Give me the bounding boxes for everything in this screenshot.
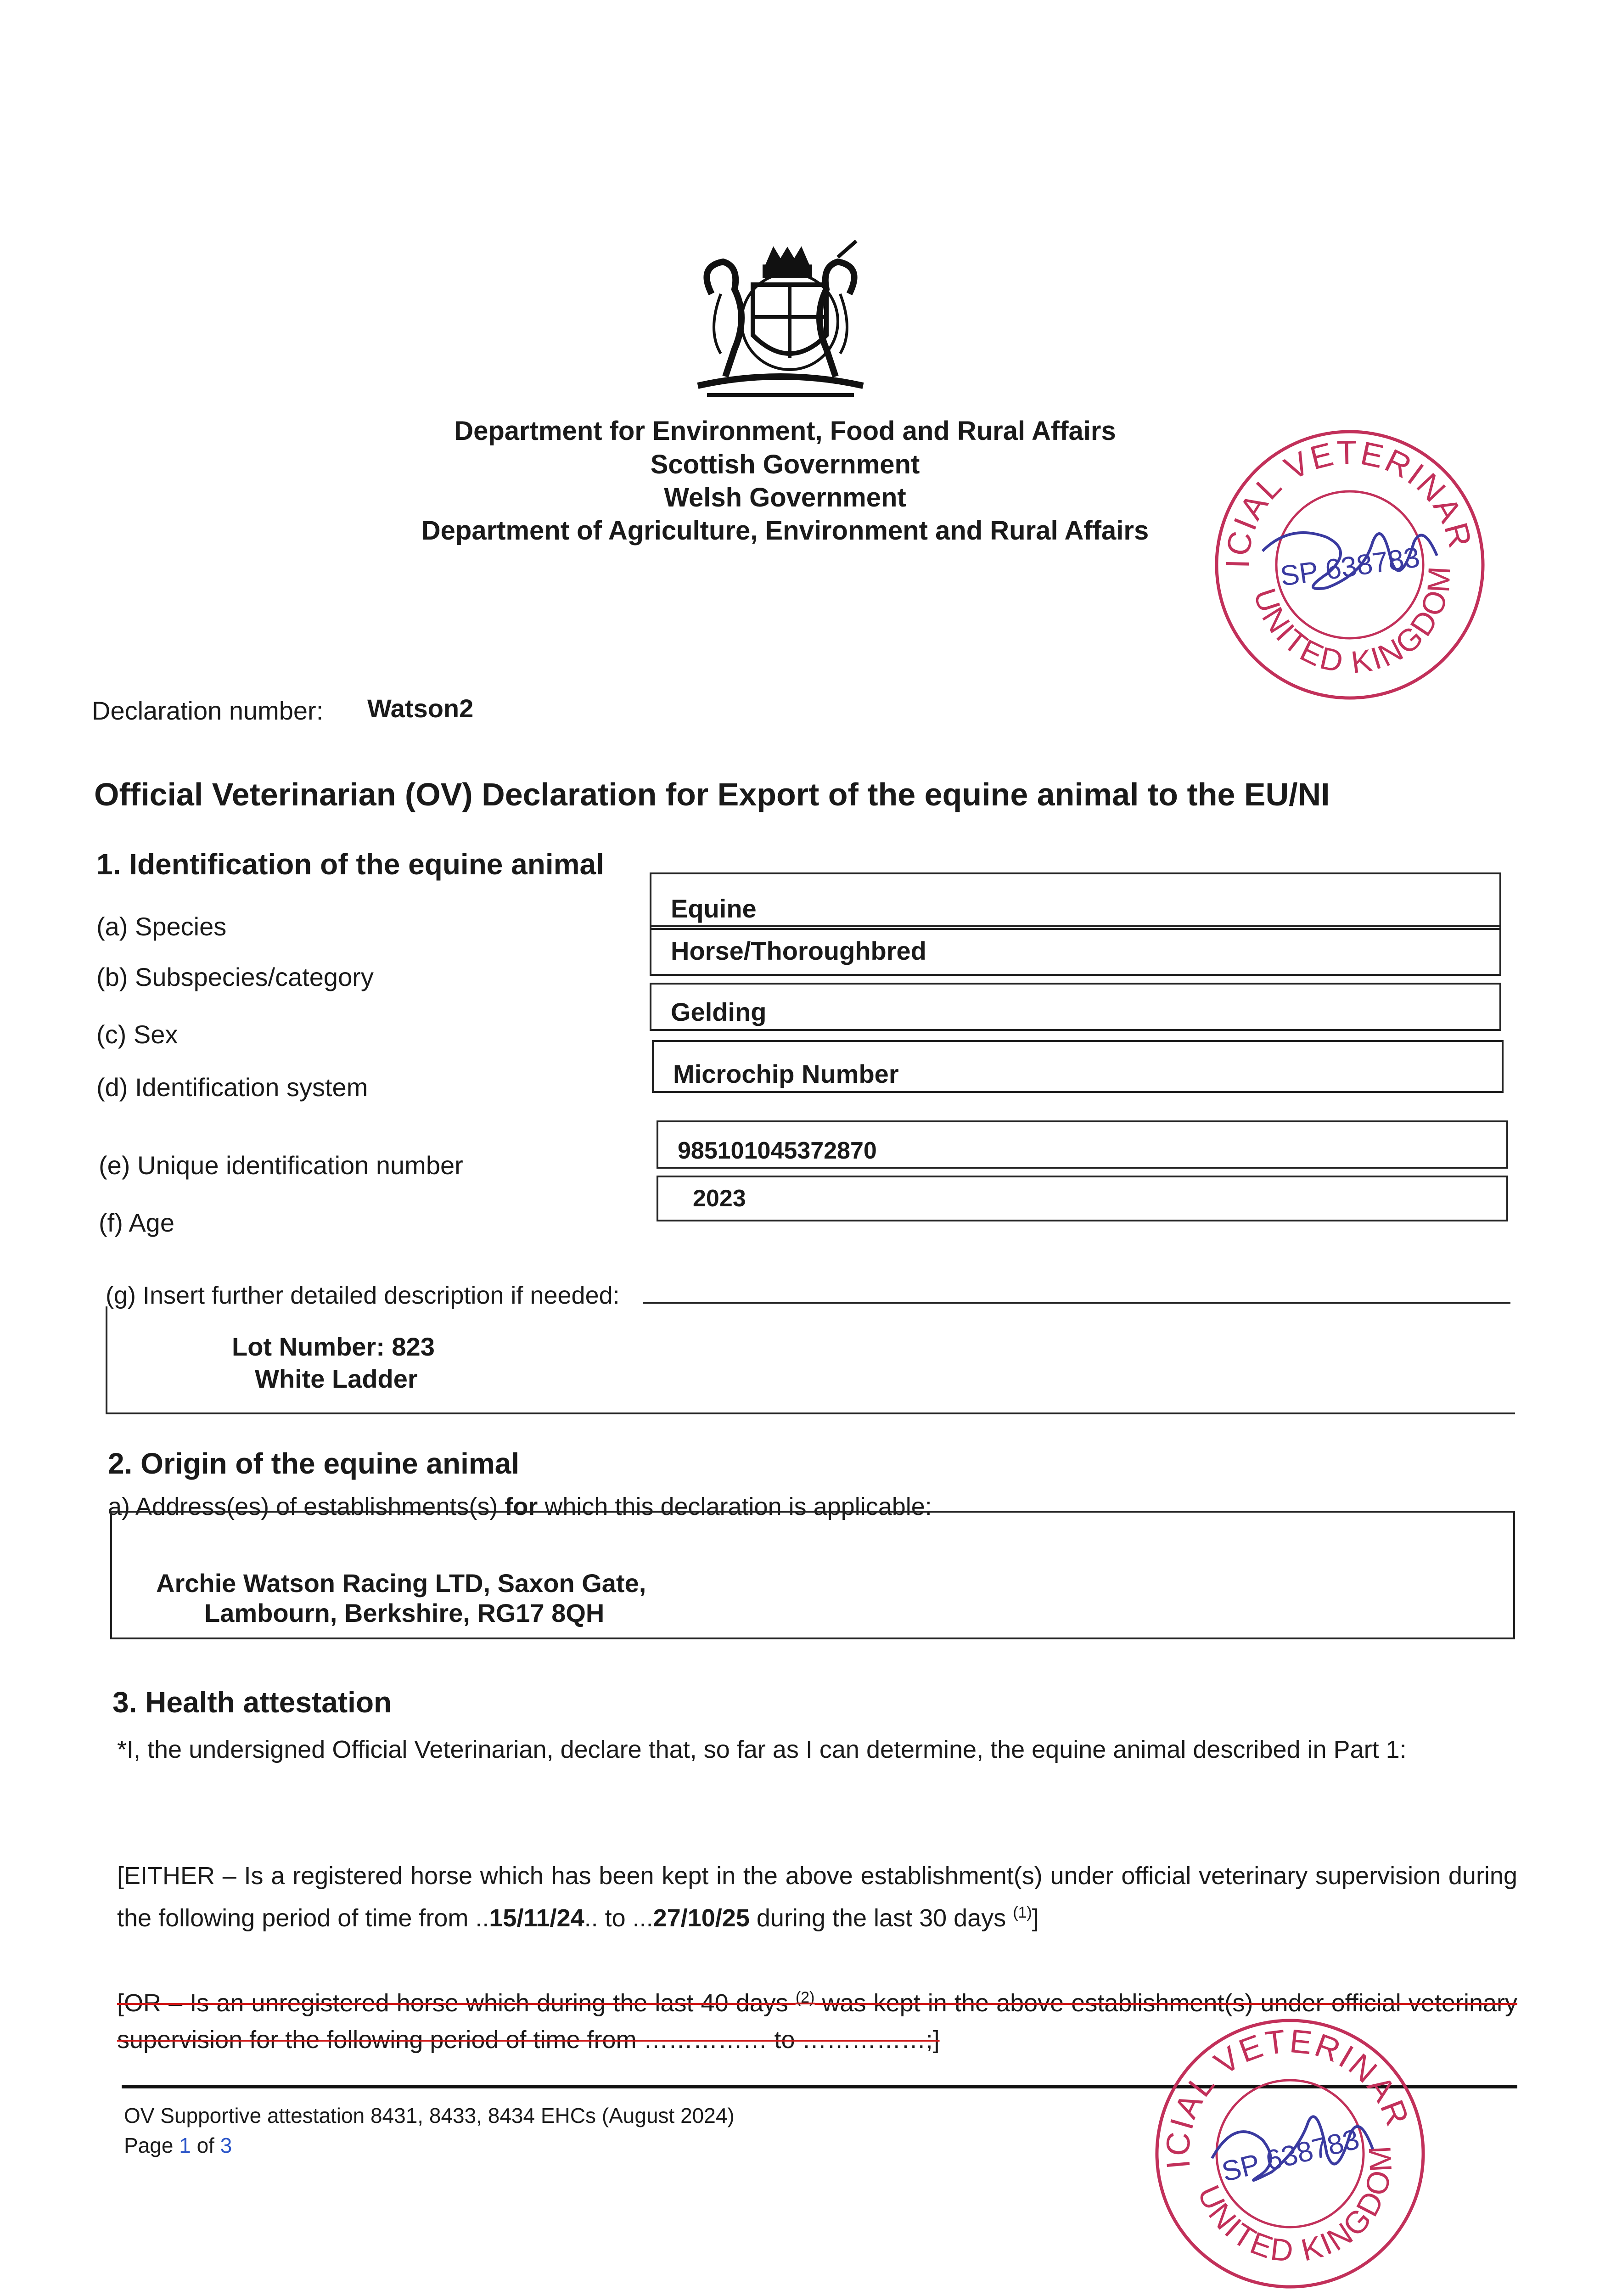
svg-text:UNITED KINGDOM: UNITED KINGDOM — [1190, 2143, 1399, 2269]
to-date: 27/10/25 — [653, 1904, 750, 1932]
address-line-2: Lambourn, Berkshire, RG17 8QH — [204, 1598, 605, 1627]
section-1-heading: 1. Identification of the equine animal — [96, 848, 604, 881]
footnote-2-marker: (2) — [795, 1989, 815, 2006]
field-value-subspecies: Horse/Thoroughbred — [650, 925, 1501, 976]
field-value-species: Equine — [650, 872, 1501, 930]
either-text-3: during the last 30 days — [749, 1904, 1013, 1932]
svg-text:OFFICIAL VETERINARIAN: OFFICIAL VETERINARIAN — [1219, 434, 1479, 569]
svg-text:SP 638783: SP 638783 — [1218, 2123, 1363, 2188]
from-date: 15/11/24 — [489, 1904, 584, 1932]
department-line-1: Department for Environment, Food and Rural Affairs — [454, 416, 1116, 446]
field-value-age: 2023 — [657, 1176, 1508, 1221]
footer-page-indicator — [124, 2131, 232, 2160]
footer-page-number: 1 — [179, 2133, 191, 2157]
declaration-number-label: Declaration number: — [92, 696, 324, 725]
footnote-1-marker: (1) — [1013, 1904, 1032, 1921]
svg-text:SP 638783: SP 638783 — [1278, 541, 1422, 592]
field-label-subspecies: (b) Subspecies/category — [96, 962, 374, 991]
either-text-2: .. to ... — [584, 1904, 653, 1932]
section-2-heading: 2. Origin of the equine animal — [108, 1447, 520, 1480]
horse-name-text: White Ladder — [255, 1364, 418, 1393]
establishment-label-part-1: a) Address(es) of establishments(s) — [108, 1493, 498, 1520]
field-label-species: (a) Species — [96, 912, 227, 941]
further-description-label: (g) Insert further detailed description if needed: — [106, 1282, 620, 1309]
lot-number-text: Lot Number: 823 — [232, 1332, 435, 1361]
or-text-1: [OR – Is an unregistered horse which during the last 40 days — [117, 1989, 796, 2017]
either-clause — [117, 1857, 1517, 1936]
page-title: Official Veterinarian (OV) Declaration for Export of the equine animal to the EU/NI — [94, 777, 1330, 812]
field-label-sex: (c) Sex — [96, 1020, 178, 1049]
either-text-end: ] — [1032, 1904, 1039, 1932]
health-attestation-intro: *I, the undersigned Official Veterinarian, declare that, so far as I can determine, the equine animal described in Part 1: — [117, 1736, 1407, 1763]
field-label-age: (f) Age — [99, 1208, 174, 1237]
address-line-1: Archie Watson Racing LTD, Saxon Gate, — [156, 1569, 646, 1598]
footer-page-word: Page — [124, 2133, 174, 2157]
department-line-4: Department of Agriculture, Environment and Rural Affairs — [421, 516, 1149, 546]
further-description-top-line — [643, 1302, 1510, 1304]
official-veterinarian-stamp-icon — [1207, 422, 1492, 707]
field-label-identification-system: (d) Identification system — [96, 1073, 368, 1102]
department-line-3: Welsh Government — [664, 483, 906, 512]
field-value-sex: Gelding — [650, 983, 1501, 1031]
establishment-label-for: for — [505, 1493, 538, 1520]
establishment-label-part-2: which this declaration is applicable: — [544, 1493, 932, 1520]
field-label-unique-id: (e) Unique identification number — [99, 1151, 463, 1180]
svg-text:OFFICIAL VETERINARIAN: OFFICIAL VETERINARIAN — [1159, 2022, 1417, 2171]
section-3-heading: 3. Health attestation — [112, 1686, 392, 1719]
official-veterinarian-stamp-2-icon — [1148, 2011, 1432, 2296]
footer-of-word: of — [196, 2133, 214, 2157]
declaration-number-value: Watson2 — [367, 694, 474, 723]
footer-page-total: 3 — [220, 2133, 232, 2157]
field-value-unique-id: 985101045372870 — [657, 1120, 1508, 1169]
footer-attestation-line: OV Supportive attestation 8431, 8433, 8434 EHCs (August 2024) — [124, 2104, 735, 2127]
or-text-2: was kept in the above establishment(s) under official veterinary supervision for the following period of time from …………… to ……………;] — [117, 1989, 1517, 2054]
either-text-1: [EITHER – Is a registered horse which has been kept in the above establishment(s) under official veterinary supervision during the following period of time from .. — [117, 1862, 1517, 1932]
royal-coat-of-arms-icon — [679, 239, 881, 404]
svg-text:UNITED KINGDOM: UNITED KINGDOM — [1246, 563, 1458, 681]
department-line-2: Scottish Government — [650, 450, 920, 479]
field-value-identification-system: Microchip Number — [652, 1040, 1504, 1093]
